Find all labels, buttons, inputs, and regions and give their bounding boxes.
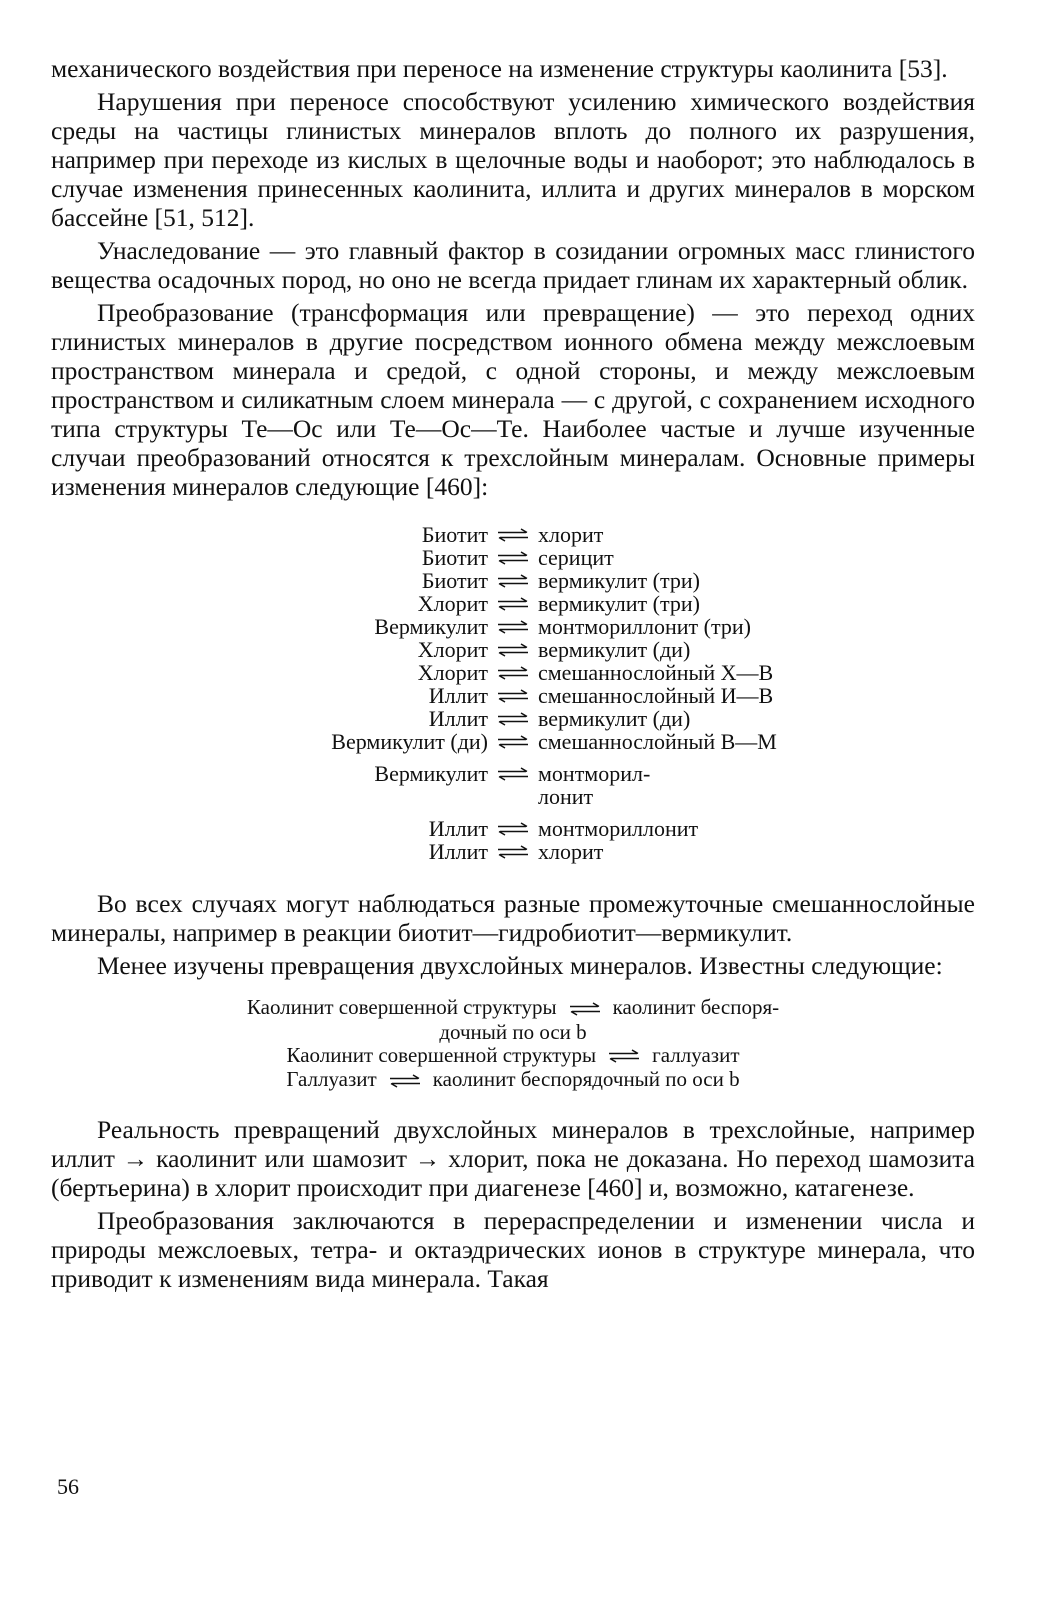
paragraph: Реальность превращений двухслойных минералов в трехслойные, например иллит → каолинит или шамозит → хлорит, пока не доказана. Но переход шамозита (бертьерина) в хлорит происходит при диагенезе [460] и, возможно, катагенезе.: [51, 1115, 975, 1203]
reversible-arrow-icon: [495, 643, 531, 657]
reaction-row: [51, 661, 975, 684]
reaction-row: [51, 523, 975, 546]
reaction-product: смешаннослойный И—В: [538, 683, 774, 708]
reaction-product: смешаннослойный В—М: [538, 729, 777, 754]
paragraph: Преобразования заключаются в перераспределении и изменении числа и природы межслоевых, тетра- и октаэдрических ионов в структуре минерала, что приводит к изменениям вида минерала. Такая: [51, 1206, 975, 1294]
reaction-row: [51, 840, 975, 863]
paragraphs-middle: [51, 889, 975, 980]
reaction-row: [51, 1068, 975, 1093]
reaction-row: [51, 762, 975, 785]
reversible-arrow: [387, 1070, 423, 1093]
reversible-arrow: [488, 643, 538, 657]
reaction-product: вермикулит (ди): [538, 706, 691, 731]
reaction-source: Галлуазит: [286, 1067, 377, 1092]
reaction-source: Иллит: [428, 683, 488, 708]
paragraph: Во всех случаях могут наблюдаться разные промежуточные смешаннослойные минералы, например в реакции биотит—гидробиотит—вермикулит.: [51, 889, 975, 947]
paragraph: Преобразование (трансформация или превращение) — это переход одних глинистых минералов в другие посредством ионного обмена между межслоевым пространством минерала и средой, с одной стороны, и между межслоевым пространством и силикатным слоем минерала — с другой, с сохранением исходного типа структуры Те—Ос или Те—Ос—Те. Наиболее частые и лучше изученные случаи преобразований относятся к трехслойным минералам. Основные примеры изменения минералов следующие [460]:: [51, 298, 975, 501]
reaction-source: Каолинит совершенной структуры: [246, 995, 557, 1019]
reaction-source: Биотит: [421, 545, 488, 570]
reversible-arrow-icon: [495, 845, 531, 859]
reaction-row: [51, 592, 975, 615]
paragraph: Унаследование — это главный фактор в созидании огромных масс глинистого вещества осадочных пород, но оно не всегда придает глинам их характерный облик.: [51, 236, 975, 294]
reaction-row: [51, 569, 975, 592]
paragraphs-bottom: [51, 1115, 975, 1293]
reaction-spacer: [51, 753, 975, 762]
reaction-product: монтмориллонит: [538, 816, 699, 841]
reversible-arrow: [488, 666, 538, 680]
reaction-row: [51, 707, 975, 730]
reaction-source: Хлорит: [417, 637, 488, 662]
reaction-list-three-layer: [51, 523, 975, 863]
reversible-arrow: [567, 998, 603, 1021]
reaction-product: каолинит беспоря-: [612, 995, 780, 1019]
reaction-product: вермикулит (три): [538, 568, 700, 593]
reversible-arrow-icon: [495, 735, 531, 749]
reaction-row: [51, 817, 975, 840]
reaction-source: Вермикулит: [374, 614, 488, 639]
reversible-arrow-icon: [495, 767, 531, 781]
paragraph: Нарушения при переносе способствуют усилению химического воздействия среды на частицы глинистых минералов вплоть до полного их разрушения, например при переходе из кислых в щелочные воды и наоборот; это наблюдалось в случае изменения принесенных каолинита, иллита и других минералов в морском бассейне [51, 512].: [51, 87, 975, 232]
reaction-product: вермикулит (три): [538, 591, 700, 616]
reversible-arrow: [488, 822, 538, 836]
paragraphs-top: [51, 54, 975, 501]
reversible-arrow-icon: [495, 551, 531, 565]
reaction-spacer: [51, 808, 975, 817]
reaction-product-continuation: дочный по оси b: [439, 1019, 587, 1044]
reaction-row: [51, 684, 975, 707]
reaction-product: монтморил-: [538, 761, 651, 786]
reaction-product: каолинит беспорядочный по оси b: [432, 1067, 740, 1092]
page-number: 56: [57, 1474, 79, 1499]
reversible-arrow: [488, 712, 538, 726]
reaction-product: смешаннослойный Х—В: [538, 660, 774, 685]
reaction-product: хлорит: [538, 522, 604, 547]
reaction-list-two-layer: [51, 996, 975, 1093]
reaction-source: Каолинит совершенной структуры: [286, 1042, 597, 1067]
body-text: [51, 54, 975, 1297]
reaction-row: [51, 1044, 975, 1069]
reversible-arrow-icon: [495, 597, 531, 611]
reaction-source: Биотит: [421, 568, 488, 593]
reaction-source: Хлорит: [417, 660, 488, 685]
reaction-row: [51, 615, 975, 638]
reaction-source: Иллит: [428, 706, 488, 731]
reversible-arrow-icon: [495, 666, 531, 680]
reversible-arrow-icon: [495, 689, 531, 703]
reversible-arrow: [488, 574, 538, 588]
reversible-arrow-icon: [495, 620, 531, 634]
reversible-arrow-icon: [495, 574, 531, 588]
reaction-row: [51, 546, 975, 569]
reaction-source: Биотит: [421, 522, 488, 547]
reversible-arrow-icon: [567, 1002, 603, 1016]
reversible-arrow-icon: [495, 528, 531, 542]
reaction-source: Хлорит: [417, 591, 488, 616]
reaction-row: [51, 996, 975, 1021]
reaction-product: монтмориллонит (три): [538, 614, 751, 639]
reversible-arrow: [488, 597, 538, 611]
reversible-arrow: [488, 845, 538, 859]
reversible-arrow: [488, 620, 538, 634]
reversible-arrow: [488, 767, 538, 781]
reversible-arrow-icon: [495, 712, 531, 726]
reversible-arrow-icon: [387, 1074, 423, 1088]
reaction-product-continuation: лонит: [538, 784, 594, 809]
reversible-arrow: [488, 528, 538, 542]
reaction-row: [51, 730, 975, 753]
reversible-arrow-icon: [606, 1049, 642, 1063]
paragraph: механического воздействия при переносе на изменение структуры каолинита [53].: [51, 54, 948, 83]
reversible-arrow: [488, 689, 538, 703]
reversible-arrow: [488, 735, 538, 749]
reaction-row: [51, 638, 975, 661]
reaction-product: галлуазит: [652, 1042, 740, 1067]
reversible-arrow-icon: [495, 822, 531, 836]
reaction-source: Иллит: [428, 839, 488, 864]
reversible-arrow: [488, 551, 538, 565]
reaction-product: хлорит: [538, 839, 604, 864]
reaction-source: Вермикулит (ди): [331, 729, 488, 754]
paragraph: Менее изучены превращения двухслойных минералов. Известны следующие:: [97, 951, 943, 980]
reversible-arrow: [606, 1045, 642, 1068]
reaction-product: вермикулит (ди): [538, 637, 691, 662]
reaction-source: Иллит: [428, 816, 488, 841]
reaction-source: Вермикулит: [374, 761, 488, 786]
reaction-product: серицит: [538, 545, 614, 570]
